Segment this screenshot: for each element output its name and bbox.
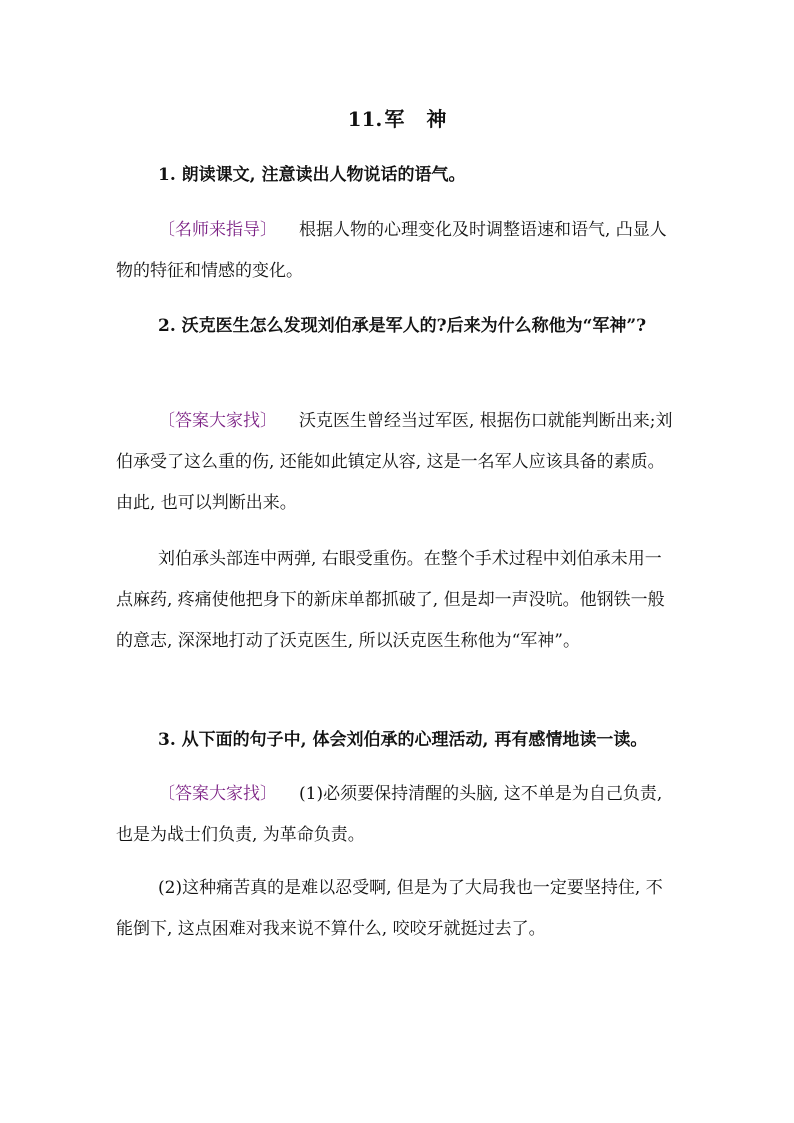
answer-1-text: 根据人物的心理变化及时调整语速和语气, 凸显人物的特征和情感的变化。	[116, 220, 667, 281]
answer-3-text: (1)必须要保持清醒的头脑, 这不单是为自己负责, 也是为战士们负责, 为革命负责。	[116, 784, 663, 845]
question-1: 1. 朗读课文, 注意读出人物说话的语气。	[158, 165, 466, 185]
question-3: 3. 从下面的句子中, 体会刘伯承的心理活动, 再有感情地读一读。	[158, 730, 648, 750]
answer-3-tag: 〔答案大家找〕	[158, 784, 277, 804]
answer-2-text: 沃克医生曾经当过军医, 根据伤口就能判断出来;刘伯承受了这么重的伤, 还能如此镇定从容, 这是一名军人应该具备的素质。由此, 也可以判断出来。	[116, 411, 673, 513]
answer-2-paragraph-2: 刘伯承头部连中两弹, 右眼受重伤。在整个手术过程中刘伯承未用一点麻药, 疼痛使他把身下的新床单都抓破了, 但是却一声没吭。他钢铁一般的意志, 深深地打动了沃克医生, 所以沃克医生称他为“军神”。	[116, 549, 665, 651]
title-char-1: 军	[384, 107, 405, 131]
lesson-title	[0, 103, 794, 132]
answer-3-item-2: (2)这种痛苦真的是难以忍受啊, 但是为了大局我也一定要坚持住, 不能倒下, 这点困难对我来说不算什么, 咬咬牙就挺过去了。	[116, 878, 663, 939]
lesson-number: 11.	[347, 107, 383, 131]
answer-1-tag: 〔名师来指导〕	[158, 220, 277, 240]
answer-2-tag: 〔答案大家找〕	[158, 411, 277, 431]
answer-2	[116, 401, 676, 524]
answer-1	[116, 210, 676, 292]
question-2: 2. 沃克医生怎么发现刘伯承是军人的?后来为什么称他为“军神”?	[158, 316, 647, 336]
answer-3	[116, 774, 676, 856]
title-char-2: 神	[426, 107, 447, 131]
